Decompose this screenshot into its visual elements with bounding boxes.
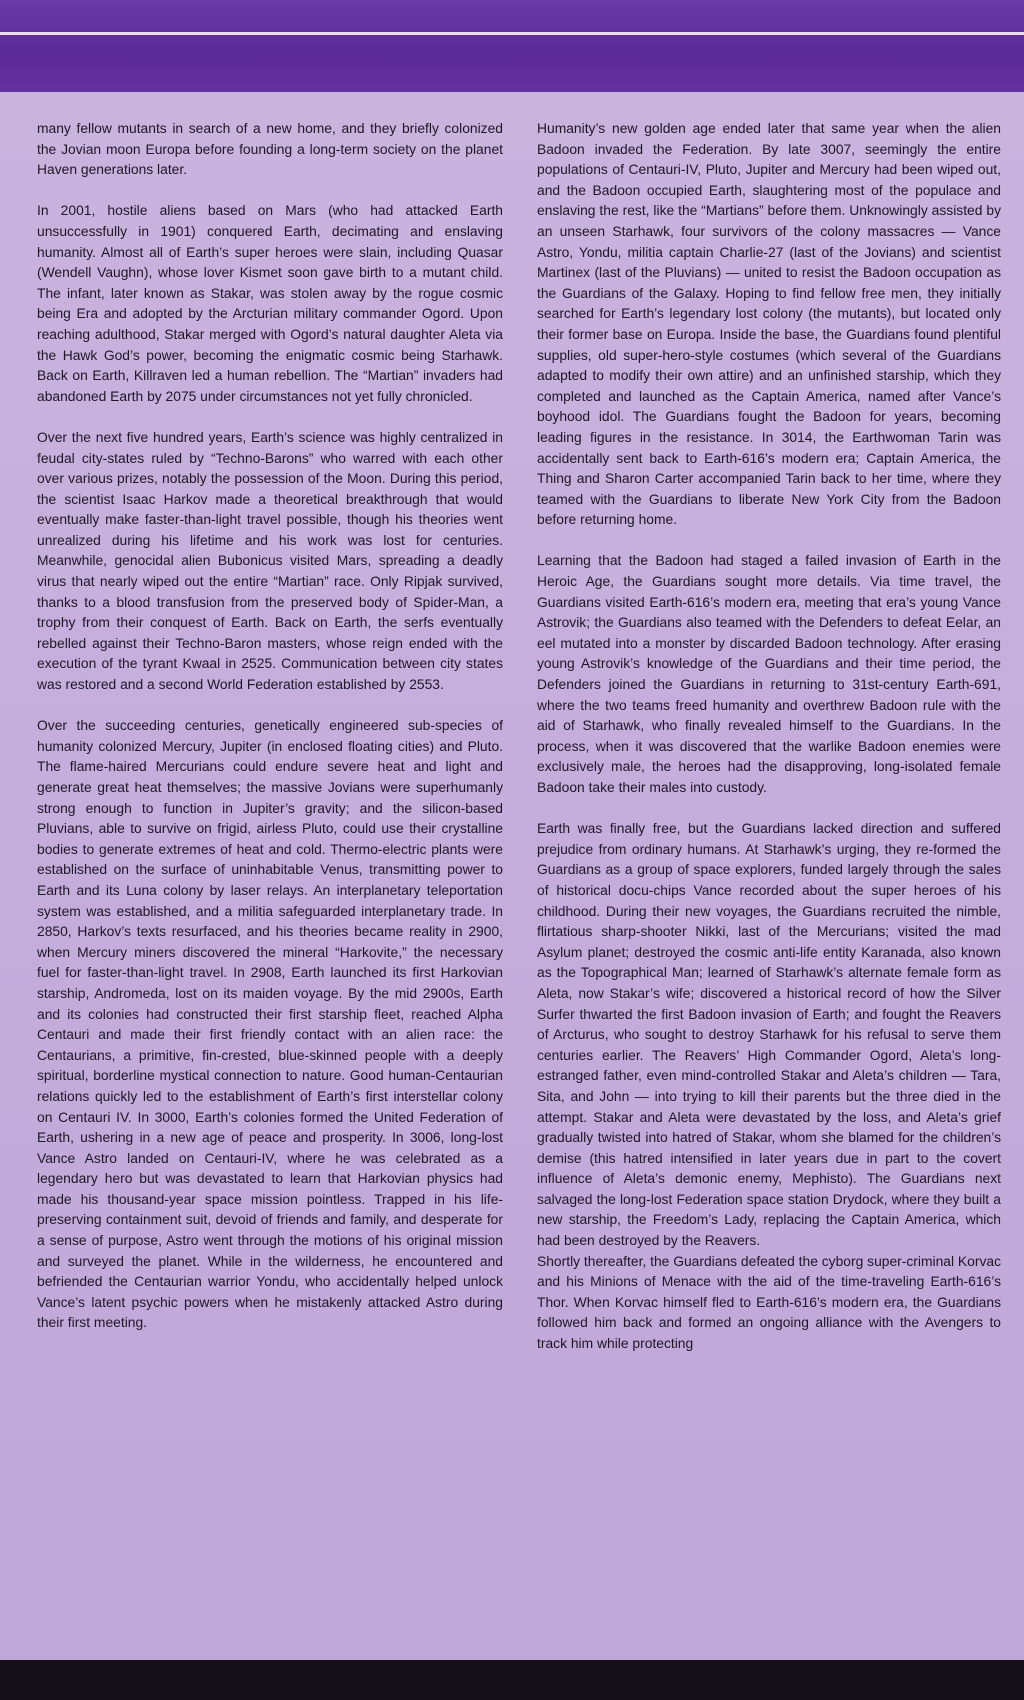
footer-band [0,1660,1024,1700]
paragraph: In 2001, hostile aliens based on Mars (who had attacked Earth unsuccessfully in 1901) conquered Earth, decimating and enslaving humanity. Almost all of Earth’s super heroes were slain, including Quasar (Wendell Vaughn), whose lover Kismet soon gave birth to a mutant child. The infant, later known as Stakar, was stolen away by the rogue cosmic being Era and adopted by the Arcturian military commander Ogord. Upon reaching adulthood, Stakar merged with Ogord’s natural daughter Aleta via the Hawk God’s power, becoming the enigmatic cosmic being Starhawk. Back on Earth, Killraven led a human rebellion. The “Martian” invaders had abandoned Earth by 2075 under circumstances not yet fully chronicled. [37,202,503,404]
paragraph: Humanity’s new golden age ended later that same year when the alien Badoon invaded the Federation. By late 3007, seemingly the entire populations of Centauri-IV, Pluto, Jupiter and Mercury had been wiped out, and the Badoon occupied Earth, slaughtering most of the populace and enslaving the rest, like the “Martians” before them. Unknowingly assisted by an unseen Starhawk, four survivors of the colony massacres — Vance Astro, Yondu, militia captain Charlie-27 (last of the Jovians) and scientist Martinex (last of the Pluvians) — united to resist the Badoon occupation as the Guardians of the Galaxy. Hoping to find fellow free men, they initially searched for Earth’s legendary lost colony (the mutants), but located only their former base on Europa. Inside the base, the Guardians found plentiful supplies, old super-hero-style costumes (which several of the Guardians adapted to modify their own attire) and an unfinished starship, which they completed and launched as the Captain America, named after Vance’s boyhood idol. The Guardians fought the Badoon for years, becoming leading figures in the resistance. In 3014, the Earthwoman Tarin was accidentally sent back to Earth-616’s modern era; Captain America, the Thing and Sharon Carter accompanied Tarin back to her time, where they teamed with the Guardians to liberate New York City from the Badoon before returning home. [537,120,1001,528]
paragraph: many fellow mutants in search of a new home, and they briefly colonized the Jovian moon Europa before founding a long-term society on the planet Haven generations later. [37,120,503,178]
paragraph: Over the succeeding centuries, genetically engineered sub-species of humanity colonized Mercury, Jupiter (in enclosed floating cities) and Pluto. The flame-haired Mercurians could endure severe heat and light and generate great heat themselves; the massive Jovians were superhumanly strong enough to function in Jupiter’s gravity; and the silicon-based Pluvians, able to survive on frigid, airless Pluto, could use their crystalline bodies to generate extremes of heat and cold. Thermo-electric plants were established on the surface of uninhabitable Venus, transmitting power to Earth and its Luna colony by laser relays. An interplanetary teleportation system was established, and a militia safeguarded interplanetary trade. In 2850, Harkov’s texts resurfaced, and his theories became reality in 2900, when Mercury miners discovered the mineral “Harkovite,” the necessary fuel for faster-than-light travel. In 2908, Earth launched its first Harkovian starship, Andromeda, lost on its maiden voyage. By the mid 2900s, Earth and its colonies had constructed their first starship fleet, reached Alpha Centauri and made their first friendly contact with an alien race: the Centaurians, a primitive, fin-crested, blue-skinned people with a deeply spiritual, borderline mystical connection to nature. Good human-Centaurian relations quickly led to the establishment of Earth’s first interstellar colony on Centauri IV. In 3000, Earth’s colonies formed the United Federation of Earth, ushering in a new age of peace and prosperity. In 3006, long-lost Vance Astro landed on Centauri-IV, where he was celebrated as a legendary hero but was devastated to learn that Harkovian physics had made his thousand-year space mission pointless. Trapped in his life-preserving containment suit, devoid of friends and family, and desperate for a sense of purpose, Astro went through the motions of his original mission and surveyed the planet. While in the wilderness, he encountered and befriended the Centaurian warrior Yondu, who accidentally helped unlock Vance’s latent psychic powers when he mistakenly attacked Astro during their first meeting. [37,717,503,1331]
page-body [0,92,1024,1660]
paragraph: Shortly thereafter, the Guardians defeated the cyborg super-criminal Korvac and his Minions of Menace with the aid of the time-traveling Earth-616’s Thor. When Korvac himself fled to Earth-616’s modern era, the Guardians followed him back and formed an ongoing alliance with the Avengers to track him while protecting [537,1252,1002,1352]
paragraph: Learning that the Badoon had staged a failed invasion of Earth in the Heroic Age, the Guardians sought more details. Via time travel, the Guardians visited Earth-616’s modern era, meeting that era’s young Vance Astrovik; the Guardians also teamed with the Defenders to defeat Eelar, an eel mutated into a monster by discarded Badoon technology. After erasing young Astrovik’s knowledge of the Guardians and their time period, the Defenders joined the Guardians in returning to 31st-century Earth-691, where the two teams freed humanity and overthrew Badoon rule with the aid of Starhawk, who finally revealed himself to the Guardians. In the process, when it was discovered that the warlike Badoon enemies were exclusively male, the heroes had the disapproving, long-isolated female Badoon take their males into custody. [537,552,1001,795]
left-column [37,118,503,1333]
paragraph: Earth was finally free, but the Guardians lacked direction and suffered prejudice from ordinary humans. At Starhawk’s urging, they re-formed the Guardians as a group of space explorers, funded largely through the sales of historical docu-chips Vance recorded about the super heroes of his childhood. During their new voyages, the Guardians recruited the nimble, flirtatious sharp-shooter Nikki, last of the Mercurians; visited the mad Asylum planet; destroyed the cosmic anti-life entity Karanada, also known as the Topographical Man; learned of Starhawk’s alternate female form as Aleta, now Stakar’s wife; discovered a historical record of how the Silver Surfer thwarted the first Badoon invasion of Earth; and fought the Reavers of Arcturus, who sought to destroy Starhawk for his refusal to serve them centuries earlier. The Reavers’ High Commander Ogord, Aleta’s long-estranged father, even mind-controlled Stakar and Aleta’s children — Tara, Sita, and John — into trying to kill their parents but the three died in the attempt. Stakar and Aleta were devastated by the loss, and Aleta’s grief gradually twisted into hatred of Stakar, whom she blamed for the children’s demise (this hatred intensified in later years due in part to the covert influence of Aleta’s demonic enemy, Mephisto). The Guardians next salvaged the long-lost Federation space station Drydock, where they built a new starship, the Freedom’s Lady, replacing the Captain America, which had been destroyed by the Reavers. [537,820,1001,1249]
header-band [0,0,1024,92]
right-column [537,118,1001,1354]
header-rule [0,32,1024,35]
paragraph: Over the next five hundred years, Earth’s science was highly centralized in feudal city-states ruled by “Techno-Barons” who warred with each other over various prizes, notably the possession of the Moon. During this period, the scientist Isaac Harkov made a theoretical breakthrough that would eventually make faster-than-light travel possible, though his theories went unrealized during his lifetime and his work was lost for centuries. Meanwhile, genocidal alien Bubonicus visited Mars, spreading a deadly virus that nearly wiped out the entire “Martian” race. Only Ripjak survived, thanks to a blood transfusion from the preserved body of Spider-Man, a trophy from their conquest of Earth. Back on Earth, the serfs eventually rebelled against their Techno-Baron masters, whose reign ended with the execution of the tyrant Kwaal in 2525. Communication between city states was restored and a second World Federation established by 2553. [37,428,503,693]
